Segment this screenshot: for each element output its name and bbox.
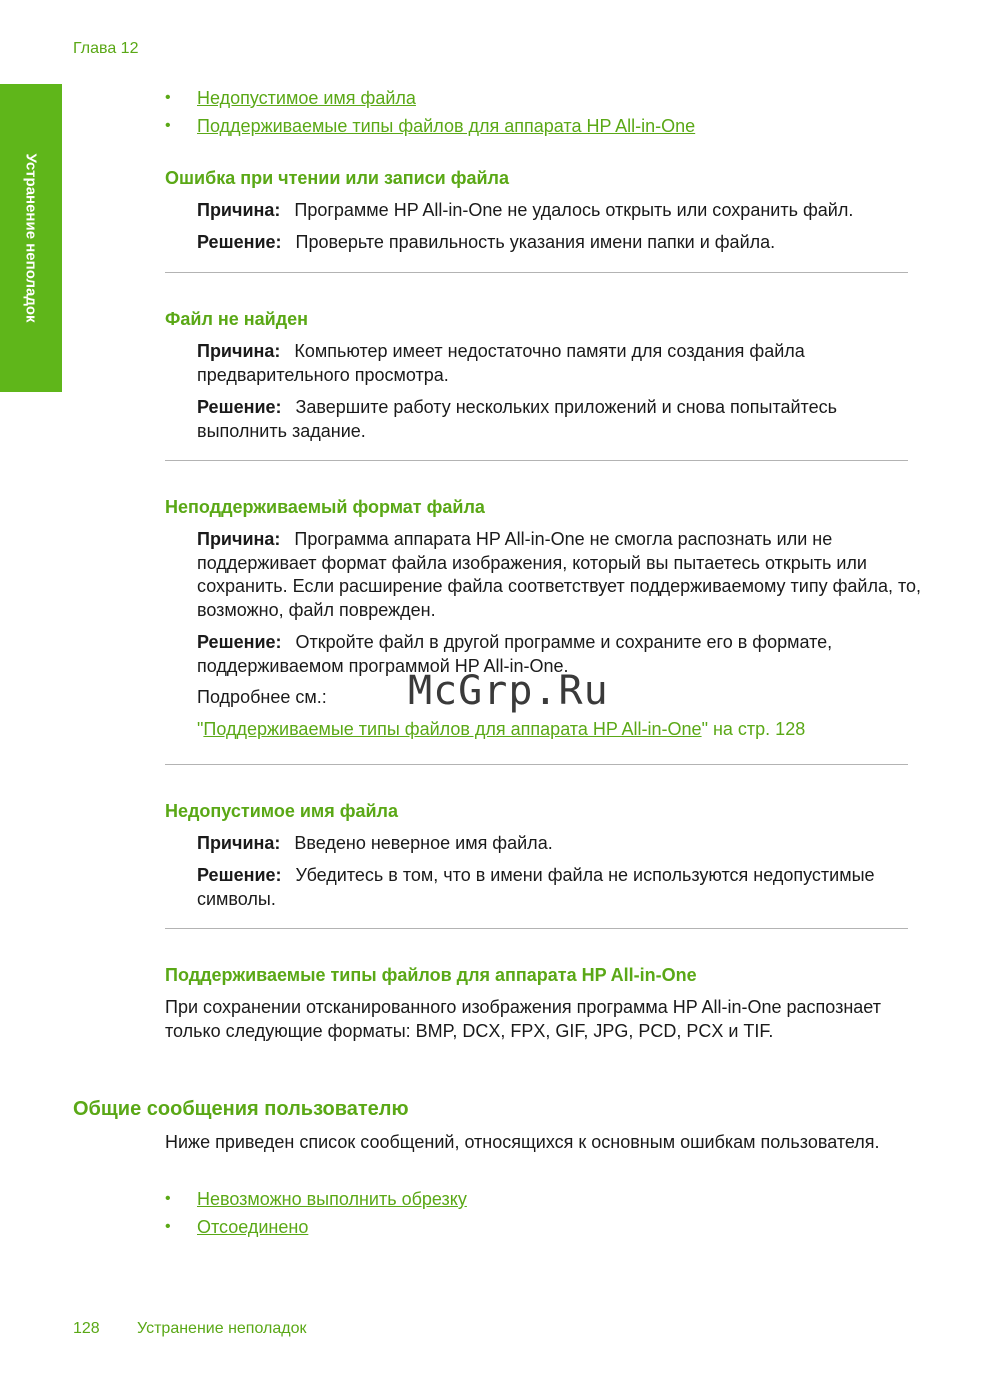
- section-title-unsupported-format: Неподдерживаемый формат файла: [165, 497, 485, 517]
- cross-reference: [197, 718, 927, 742]
- list-item: [165, 1213, 467, 1241]
- divider: [165, 272, 908, 273]
- quote-open: ": [197, 719, 204, 739]
- link-supported-file-types-ref[interactable]: Поддерживаемые типы файлов для аппарата HP All-in-One: [203, 719, 702, 739]
- general-messages-heading: Общие сообщения пользователю: [73, 1098, 409, 1120]
- cause-text: Введено неверное имя файла.: [294, 833, 553, 853]
- solution-label: Решение:: [197, 632, 282, 652]
- bullet-icon: •: [165, 117, 171, 134]
- solution-text: Завершите работу нескольких приложений и снова попытайтесь выполнить задание.: [197, 397, 837, 441]
- link-disconnected[interactable]: Отсоединено: [197, 1217, 309, 1237]
- solution-paragraph: [197, 396, 927, 443]
- more-info-label: Подробнее см.:: [197, 687, 327, 707]
- solution-label: Решение:: [197, 232, 282, 252]
- general-link-list: [165, 1185, 467, 1241]
- watermark-text: McGrp.Ru: [408, 668, 609, 714]
- list-item: [165, 112, 695, 140]
- link-invalid-filename[interactable]: Недопустимое имя файла: [197, 88, 416, 108]
- solution-text: Откройте файл в другой программе и сохраните его в формате, поддерживаемом программой HP All-in-One.: [197, 632, 833, 676]
- solution-text: Убедитесь в том, что в имени файла не используются недопустимые символы.: [197, 865, 875, 909]
- cause-paragraph: [197, 528, 927, 622]
- page-number: 128: [73, 1320, 100, 1337]
- solution-paragraph: [197, 231, 927, 255]
- divider: [165, 764, 908, 765]
- cause-paragraph: [197, 199, 927, 223]
- cause-label: Причина:: [197, 833, 281, 853]
- footer-title: Устранение неполадок: [137, 1320, 307, 1337]
- divider: [165, 460, 908, 461]
- cause-text: Компьютер имеет недостаточно памяти для создания файла предварительного просмотра.: [197, 341, 805, 385]
- link-cannot-crop[interactable]: Невозможно выполнить обрезку: [197, 1189, 467, 1209]
- cause-paragraph: [197, 832, 927, 856]
- solution-text: Проверьте правильность указания имени папки и файла.: [295, 232, 776, 252]
- bullet-icon: •: [165, 89, 171, 106]
- chapter-label: Глава 12: [73, 40, 139, 57]
- solution-label: Решение:: [197, 865, 282, 885]
- cause-label: Причина:: [197, 200, 281, 220]
- section-title-supported-types: Поддерживаемые типы файлов для аппарата HP All-in-One: [165, 965, 697, 985]
- supported-types-paragraph: При сохранении отсканированного изображения программа HP All-in-One распознает только следующие форматы: BMP, DCX, FPX, GIF, JPG, PCD, PCX и TIF.: [165, 997, 881, 1041]
- cause-label: Причина:: [197, 529, 281, 549]
- general-messages-intro: Ниже приведен список сообщений, относящихся к основным ошибкам пользователя.: [165, 1132, 880, 1152]
- divider: [165, 928, 908, 929]
- bullet-icon: •: [165, 1190, 171, 1207]
- side-tab-label: Устранение неполадок: [22, 153, 40, 323]
- section-title-file-not-found: Файл не найден: [165, 309, 309, 329]
- list-item: [165, 84, 695, 112]
- solution-paragraph: [197, 864, 927, 911]
- solution-label: Решение:: [197, 397, 282, 417]
- list-item: [165, 1185, 467, 1213]
- side-tab: [0, 84, 62, 392]
- section-title-read-write-error: Ошибка при чтении или записи файла: [165, 168, 509, 188]
- cause-paragraph: [197, 340, 927, 387]
- top-link-list: [165, 84, 695, 140]
- link-supported-file-types[interactable]: Поддерживаемые типы файлов для аппарата HP All-in-One: [197, 116, 696, 136]
- page-reference: " на стр. 128: [701, 719, 806, 739]
- bullet-icon: •: [165, 1218, 171, 1235]
- cause-label: Причина:: [197, 341, 281, 361]
- cause-text: Программа аппарата HP All-in-One не смогла распознать или не поддерживает формат файла изображения, который вы пытаетесь открыть или сохранить. Если расширение файла соответствует поддерживаемому типу файла, то, возможно, файл поврежден.: [197, 529, 922, 620]
- cause-text: Программе HP All-in-One не удалось открыть или сохранить файл.: [294, 200, 854, 220]
- section-title-invalid-filename: Недопустимое имя файла: [165, 801, 398, 821]
